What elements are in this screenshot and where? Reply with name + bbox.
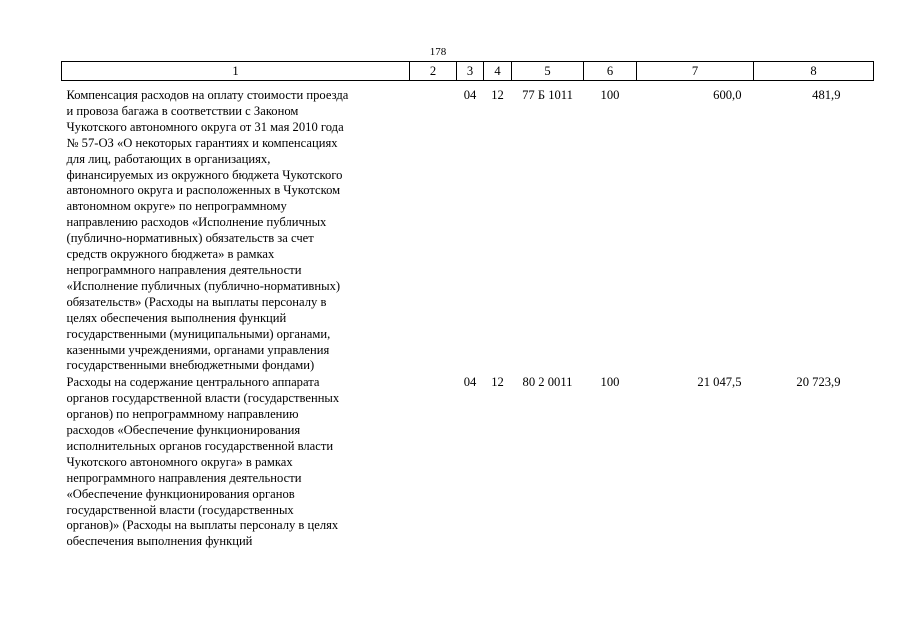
description-line: Расходы на содержание центрального аппарата [66, 375, 320, 390]
cell-amount-planned: 600,0 [713, 88, 742, 102]
page-number: 178 [429, 46, 447, 58]
description-line: финансируемых из окружного бюджета Чукотского [66, 167, 343, 182]
description-line: государственными (муниципальными) органами, [66, 326, 331, 341]
description-line: обеспечения выполнения функций [66, 534, 253, 549]
table-header [62, 62, 874, 81]
description-line: (публично-нормативных) обязательств за счет [66, 231, 314, 246]
header-col-4: 4 [484, 62, 512, 81]
cell-subsection: 12 [491, 88, 504, 102]
description-line: для лиц, работающих в организациях, [66, 151, 271, 166]
description-line: органов государственной власти (государственных [66, 391, 340, 406]
header-col-5: 5 [512, 62, 584, 81]
cell-amount-actual: 481,9 [812, 88, 841, 102]
header-row [62, 62, 874, 81]
description-line: исполнительных органов государственной власти [66, 438, 334, 453]
description-line: органов)» (Расходы на выплаты персоналу в целях [66, 518, 339, 533]
description-line: целях обеспечения выполнения функций [66, 310, 287, 325]
header-col-1: 1 [62, 62, 410, 81]
row-description [62, 374, 410, 550]
cell-section: 04 [463, 88, 477, 102]
cell-target-code: 77 Б 1011 [522, 88, 573, 102]
description-line: автономного округа и расположенных в Чукотском [66, 183, 341, 198]
description-line: Компенсация расходов на оплату стоимости проезда [66, 88, 349, 102]
cell-amount-planned: 21 047,5 [697, 375, 742, 390]
description-line: обязательств» (Расходы на выплаты персоналу в [66, 294, 327, 309]
description-line: направлению расходов «Исполнение публичных [66, 215, 327, 230]
header-col-2: 2 [410, 62, 457, 81]
header-col-6: 6 [584, 62, 637, 81]
cell-col-2 [410, 374, 457, 550]
header-col-7: 7 [637, 62, 754, 81]
cell-target-code: 80 2 0011 [522, 375, 573, 390]
description-line: автономном округе» по непрограммному [66, 199, 287, 214]
description-line: государственными внебюджетными фондами) [66, 358, 315, 373]
cell-section: 04 [463, 375, 477, 390]
description-line: средств окружного бюджета» в рамках [66, 247, 275, 262]
description-line: казенными учреждениями, органами управления [66, 342, 330, 357]
row-description [62, 81, 410, 375]
table-row [62, 81, 874, 375]
cell-subsection: 12 [491, 375, 504, 390]
cell-amount-actual: 20 723,9 [796, 375, 841, 390]
description-line: органов) по непрограммному направлению [66, 407, 299, 422]
description-line: и провоза багажа в соответствии с Законом [66, 103, 299, 118]
cell-col-2 [410, 81, 457, 375]
header-col-3: 3 [457, 62, 484, 81]
description-line: расходов «Обеспечение функционирования [66, 423, 301, 438]
description-line: государственной власти (государственных [66, 502, 294, 517]
cell-expense-type: 100 [600, 375, 620, 390]
description-line: «Исполнение публичных (публично-нормативных) [66, 278, 341, 293]
header-col-8: 8 [754, 62, 874, 81]
cell-expense-type: 100 [600, 88, 620, 102]
description-line: № 57-ОЗ «О некоторых гарантиях и компенсациях [66, 135, 338, 150]
description-line: Чукотского автономного округа от 31 мая 2010 года [66, 119, 344, 134]
description-line: Чукотского автономного округа» в рамках [66, 454, 293, 469]
table-body [62, 81, 874, 551]
table-row [62, 374, 874, 550]
description-line: «Обеспечение функционирования органов [66, 486, 295, 501]
budget-table [61, 61, 874, 550]
description-line: непрограммного направления деятельности [66, 262, 302, 277]
description-line: непрограммного направления деятельности [66, 470, 302, 485]
